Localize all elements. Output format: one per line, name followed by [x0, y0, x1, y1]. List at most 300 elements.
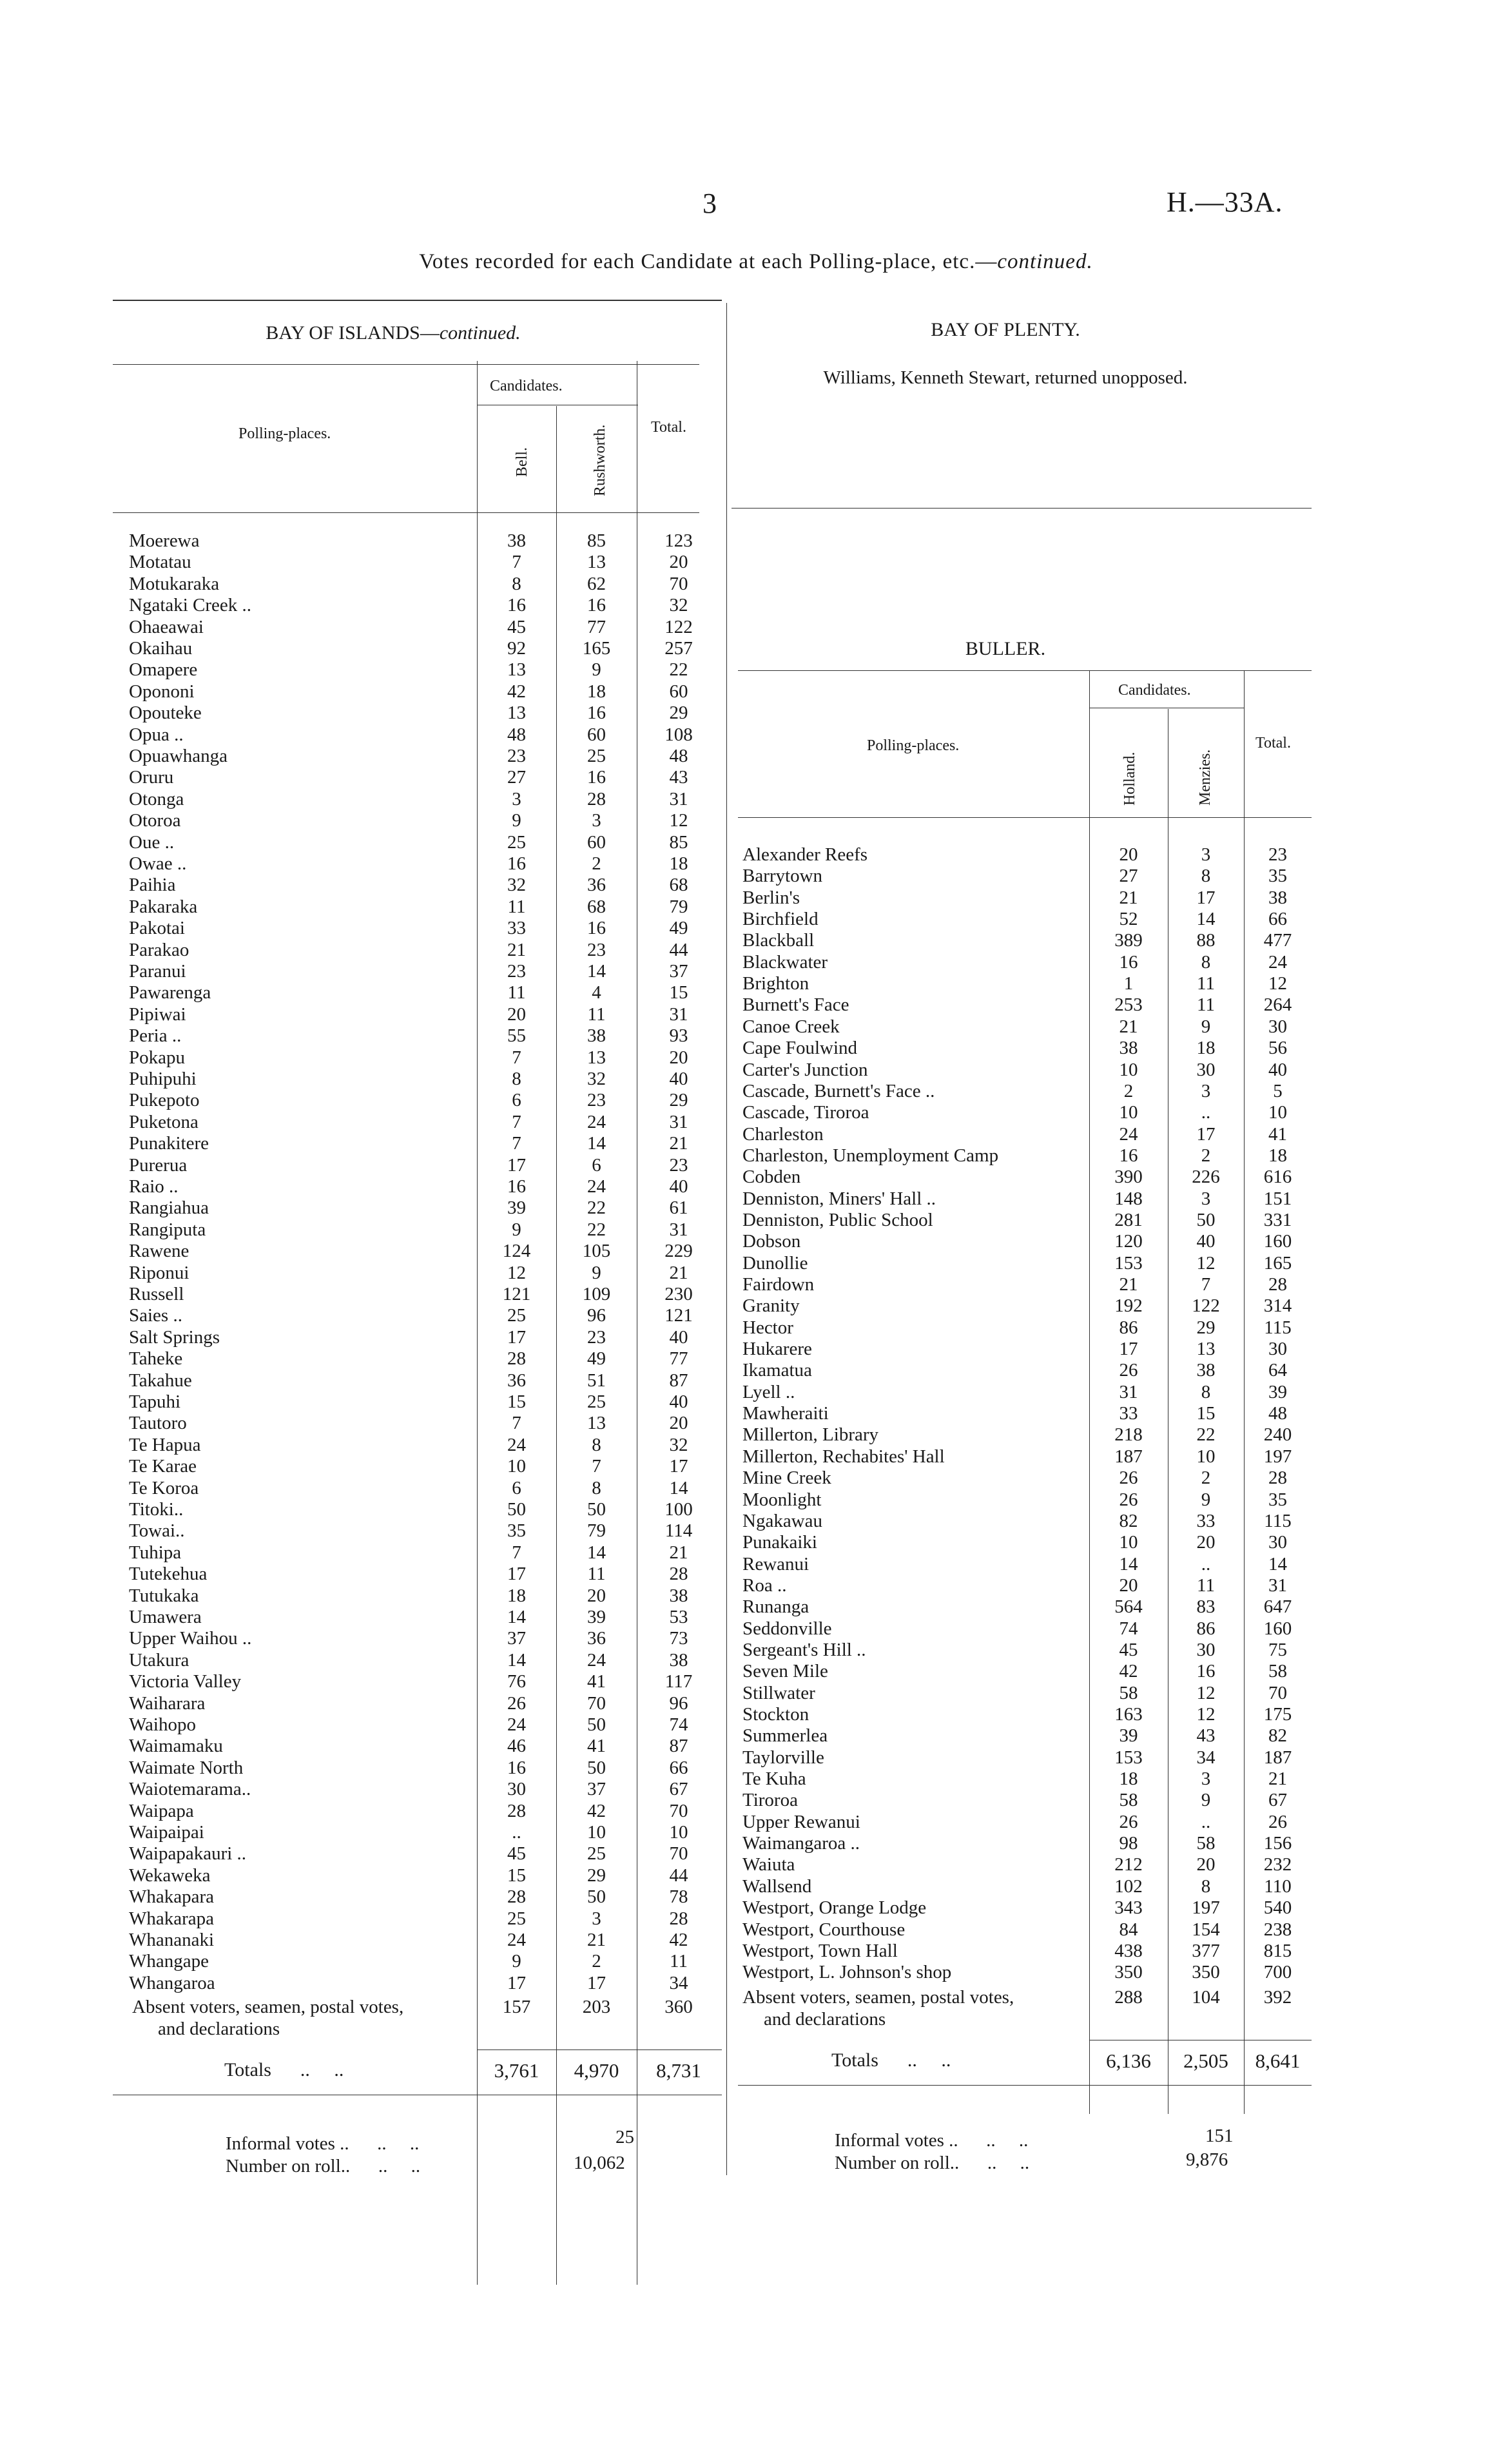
polling-place-name: Puhipuhi	[129, 1069, 197, 1089]
holland-votes: 27	[1119, 866, 1138, 887]
menzies-votes: 9	[1201, 1489, 1211, 1510]
menzies-votes: 30	[1196, 1639, 1216, 1660]
total-votes: 53	[669, 1607, 688, 1627]
table-row-values	[1089, 1060, 1312, 1081]
table-row-values	[1089, 909, 1312, 931]
polling-place-name: Purerua	[129, 1154, 188, 1176]
bell-votes: 39	[507, 1197, 526, 1219]
table-row-values	[1089, 1124, 1312, 1146]
rushworth-votes: 24	[587, 1111, 606, 1132]
table-row-values	[477, 574, 722, 596]
polling-places-label: Polling-places.	[238, 425, 331, 442]
table-row-values	[1089, 930, 1312, 952]
holland-votes: 98	[1119, 1833, 1138, 1854]
total-votes: 44	[669, 1865, 688, 1886]
total-votes: 21	[669, 1542, 688, 1563]
polling-place-name: Waiharara	[129, 1692, 206, 1714]
total-votes: 28	[1268, 1468, 1287, 1489]
polling-place-name: Cobden	[742, 1167, 801, 1188]
table-row-values	[1089, 1747, 1312, 1769]
rushworth-votes: 21	[587, 1930, 606, 1950]
total-votes: 229	[664, 1241, 693, 1262]
polling-place-name: Westport, Town Hall	[742, 1940, 898, 1961]
polling-place-name: Pakotai	[129, 918, 185, 939]
bell-votes: 17	[507, 1326, 526, 1348]
menzies-votes: 8	[1201, 1381, 1211, 1402]
table-row-values	[1089, 1446, 1312, 1468]
table-row-values	[1089, 1725, 1312, 1747]
polling-place-name: Punakitere	[129, 1133, 209, 1154]
total-votes: 68	[669, 875, 688, 896]
polling-place-name: Runanga	[742, 1596, 809, 1618]
total-votes: 108	[664, 724, 693, 745]
rushworth-votes: 22	[587, 1219, 606, 1240]
table-row-values	[1089, 1382, 1312, 1404]
rushworth-votes: 36	[587, 875, 606, 896]
bell-votes: 17	[507, 1564, 526, 1585]
total-votes: 121	[664, 1305, 693, 1326]
bell-votes: 8	[512, 1069, 521, 1089]
polling-place-name: Umawera	[129, 1607, 202, 1627]
rushworth-votes: 18	[587, 681, 606, 702]
total-votes: 87	[669, 1370, 688, 1391]
table-row-values	[1089, 887, 1312, 909]
total-votes: 40	[1268, 1059, 1287, 1080]
table-row-values	[477, 853, 722, 875]
table-row-values	[477, 703, 722, 724]
bell-votes: 30	[507, 1779, 526, 1800]
total-votes: 477	[1263, 930, 1292, 951]
rushworth-votes: 41	[587, 1671, 606, 1692]
polling-place-name: Charleston, Unemployment Camp	[742, 1145, 999, 1166]
table-row-values	[1089, 1102, 1312, 1124]
menzies-votes: ..	[1201, 1102, 1211, 1123]
polling-place-name: Ikamatua	[742, 1360, 812, 1381]
polling-place-name: Cape Foulwind	[742, 1038, 858, 1059]
total-votes: 49	[669, 918, 688, 939]
table-row-values	[1089, 1769, 1312, 1790]
heading-text: BAY OF ISLANDS—	[266, 322, 440, 344]
total-votes: 43	[669, 767, 688, 788]
total-votes: 20	[669, 552, 688, 573]
polling-place-name: Moerewa	[129, 530, 200, 551]
bell-votes: 20	[507, 1003, 526, 1025]
table-row-values	[1089, 952, 1312, 974]
polling-place-name: Westport, Orange Lodge	[742, 1897, 927, 1919]
polling-place-name: Pawarenga	[129, 982, 211, 1003]
holland-votes: 281	[1114, 1209, 1143, 1230]
polling-place-name: Dunollie	[742, 1252, 808, 1274]
total-votes: 30	[1268, 1016, 1287, 1037]
rule	[732, 508, 1312, 509]
holland-votes: 350	[1114, 1962, 1143, 1983]
polling-place-name: Te Koroa	[129, 1477, 199, 1498]
total-votes: 66	[669, 1757, 688, 1778]
table-row-values	[477, 746, 722, 768]
menzies-votes: 38	[1196, 1360, 1216, 1381]
totals-text: Totals	[831, 2050, 878, 2071]
polling-place-name: Birchfield	[742, 909, 819, 930]
table-row-values	[477, 1930, 722, 1952]
table-row-values	[1089, 973, 1312, 995]
totals-label: Totals .. ..	[224, 2059, 344, 2080]
menzies-votes: 9	[1201, 1016, 1211, 1037]
table-row-values	[477, 659, 722, 681]
absent-menzies: 104	[1192, 1987, 1220, 2008]
rushworth-votes: 70	[587, 1692, 606, 1714]
menzies-votes: 12	[1196, 1682, 1216, 1703]
polling-place-name: Burnett's Face	[742, 994, 849, 1016]
menzies-votes: 10	[1196, 1446, 1216, 1467]
table-row-values	[1089, 1317, 1312, 1339]
total-votes: 66	[1268, 909, 1287, 930]
polling-place-name: Parakao	[129, 939, 189, 960]
total-votes: 28	[669, 1564, 688, 1585]
table-row-values	[477, 1305, 722, 1327]
polling-place-name: Waimamaku	[129, 1736, 223, 1757]
rushworth-votes: 37	[587, 1779, 606, 1800]
total-votes: 232	[1263, 1854, 1292, 1875]
informal-votes-label: Informal votes .. .. ..	[226, 2133, 420, 2154]
polling-place-name: Wekaweka	[129, 1865, 211, 1886]
polling-place-name: Otoroa	[129, 810, 181, 831]
table-row-values	[477, 1822, 722, 1844]
total-votes: 60	[669, 681, 688, 702]
rushworth-votes: 28	[587, 788, 606, 809]
rushworth-votes: 22	[587, 1197, 606, 1219]
bell-votes: 9	[512, 1951, 521, 1972]
absent-label-2: and declarations	[764, 2009, 886, 2030]
polling-place-name: Waiotemarama..	[129, 1779, 251, 1800]
polling-place-name: Otonga	[129, 788, 184, 809]
totals-total: 8,641	[1255, 2050, 1301, 2072]
page-title-main: Votes recorded for each Candidate at each Polling-place, etc.—	[419, 250, 998, 273]
total-votes: 26	[1268, 1811, 1287, 1832]
menzies-votes: 8	[1201, 1875, 1211, 1897]
polling-place-name: Te Hapua	[129, 1434, 201, 1455]
polling-place-name: Opua ..	[129, 724, 184, 745]
total-votes: 73	[669, 1628, 688, 1649]
table-row-values	[1089, 1274, 1312, 1296]
menzies-votes: 50	[1196, 1209, 1216, 1230]
absent-values	[477, 1997, 703, 2019]
bell-votes: 124	[502, 1241, 531, 1262]
rushworth-votes: 9	[592, 659, 601, 681]
holland-votes: 187	[1114, 1446, 1143, 1467]
bell-votes: 32	[507, 875, 526, 896]
total-votes: 87	[669, 1736, 688, 1757]
informal-text: Informal votes ..	[226, 2133, 349, 2154]
total-votes: 122	[664, 616, 693, 637]
menzies-votes: 29	[1196, 1317, 1216, 1338]
polling-place-name: Seddonville	[742, 1618, 832, 1639]
polling-place-name: Stillwater	[742, 1682, 815, 1703]
table-row-values	[1089, 1812, 1312, 1834]
rushworth-votes: 36	[587, 1628, 606, 1649]
total-votes: 30	[1268, 1339, 1287, 1360]
table-row-values	[477, 1779, 722, 1801]
rushworth-votes: 8	[592, 1477, 601, 1498]
polling-place-name: Stockton	[742, 1704, 809, 1725]
rushworth-votes: 2	[592, 853, 601, 874]
rushworth-votes: 77	[587, 616, 606, 637]
bell-votes: 26	[507, 1692, 526, 1714]
polling-place-name: Charleston	[742, 1123, 824, 1145]
table-row-values	[477, 681, 722, 703]
bell-votes: 25	[507, 1305, 526, 1326]
holland-votes: 1	[1123, 973, 1134, 994]
polling-place-name: Paranui	[129, 961, 186, 982]
bell-votes: 7	[512, 552, 521, 573]
polling-places-label: Polling-places.	[867, 737, 960, 754]
total-votes: 5	[1273, 1080, 1283, 1101]
rushworth-votes: 50	[587, 1499, 606, 1520]
polling-place-name: Granity	[742, 1295, 800, 1317]
polling-place-name: Whakarapa	[129, 1908, 215, 1929]
menzies-votes: 197	[1192, 1897, 1220, 1919]
total-votes: 31	[669, 1003, 688, 1025]
polling-place-name: Millerton, Library	[742, 1424, 879, 1446]
table-row-values	[477, 1327, 722, 1349]
table-row-values	[477, 1693, 722, 1715]
polling-place-name: Waiuta	[742, 1854, 795, 1875]
polling-place-name: Punakaiki	[742, 1532, 817, 1553]
total-votes: 29	[669, 703, 688, 724]
total-votes: 37	[669, 961, 688, 982]
total-votes: 10	[669, 1822, 688, 1843]
total-votes: 28	[669, 1908, 688, 1929]
holland-votes: 212	[1114, 1854, 1143, 1875]
table-row-values	[1089, 1640, 1312, 1662]
rule	[738, 817, 1312, 818]
total-votes: 32	[669, 1434, 688, 1455]
table-row-values	[477, 1241, 722, 1263]
table-row-values	[1089, 1897, 1312, 1919]
holland-votes: 26	[1119, 1360, 1138, 1381]
roll-text: Number on roll..	[226, 2156, 351, 2176]
bell-votes: ..	[512, 1822, 521, 1843]
table-row-values	[1089, 1876, 1312, 1898]
menzies-votes: 12	[1196, 1252, 1216, 1274]
menzies-votes: 40	[1196, 1231, 1216, 1252]
polling-place-name: Carter's Junction	[742, 1059, 868, 1080]
polling-place-name: Summerlea	[742, 1725, 828, 1747]
table-row-values	[477, 1650, 722, 1672]
total-votes: 700	[1263, 1962, 1292, 1983]
totals-label: Totals .. ..	[831, 2050, 951, 2071]
bay-of-plenty-heading: BAY OF PLENTY.	[931, 319, 1080, 340]
polling-place-name: Tutekehua	[129, 1564, 208, 1585]
rushworth-votes: 51	[587, 1370, 606, 1391]
polling-place-name: Owae ..	[129, 853, 187, 874]
rule	[738, 670, 1312, 671]
polling-place-name: Barrytown	[742, 866, 823, 887]
holland-votes: 17	[1119, 1339, 1138, 1360]
menzies-votes: 20	[1196, 1532, 1216, 1553]
total-votes: 100	[664, 1499, 693, 1520]
page-number: 3	[703, 188, 717, 219]
holland-votes: 26	[1119, 1489, 1138, 1510]
bell-votes: 17	[507, 1154, 526, 1176]
absent-bell: 157	[502, 1997, 531, 2017]
table-row-values	[1089, 1618, 1312, 1640]
polling-place-name: Tuhipa	[129, 1542, 182, 1563]
polling-place-name: Te Kuha	[742, 1769, 806, 1790]
rushworth-votes: 11	[587, 1003, 606, 1025]
total-votes: 15	[669, 982, 688, 1003]
total-votes: 238	[1263, 1919, 1292, 1940]
table-row-values	[477, 1112, 722, 1134]
table-row-values	[477, 1370, 722, 1392]
total-votes: 115	[1264, 1510, 1292, 1531]
total-header: Total.	[651, 419, 686, 436]
bell-votes: 10	[507, 1456, 526, 1477]
total-votes: 42	[669, 1930, 688, 1950]
total-votes: 64	[1268, 1360, 1287, 1381]
total-votes: 31	[669, 788, 688, 809]
bell-votes: 18	[507, 1585, 526, 1606]
bell-votes: 38	[507, 530, 526, 551]
absent-label-1: Absent voters, seamen, postal votes,	[742, 1987, 1014, 2008]
rushworth-votes: 32	[587, 1069, 606, 1089]
total-votes: 14	[1268, 1553, 1287, 1575]
rushworth-votes: 42	[587, 1800, 606, 1821]
rushworth-votes: 49	[587, 1348, 606, 1370]
bell-votes: 13	[507, 703, 526, 724]
total-votes: 31	[669, 1111, 688, 1132]
holland-votes: 343	[1114, 1897, 1143, 1919]
polling-place-name: Hector	[742, 1317, 793, 1338]
table-row-values	[1089, 1790, 1312, 1812]
total-votes: 38	[669, 1649, 688, 1671]
total-votes: 22	[669, 659, 688, 681]
polling-place-name: Ohaeawai	[129, 616, 204, 637]
rushworth-votes: 109	[582, 1284, 611, 1304]
polling-place-name: Westport, Courthouse	[742, 1919, 906, 1940]
total-votes: 24	[1268, 951, 1287, 973]
table-row-values	[1089, 1360, 1312, 1382]
bell-votes: 11	[507, 982, 526, 1003]
menzies-votes: ..	[1201, 1811, 1211, 1832]
polling-place-name: Russell	[129, 1284, 184, 1304]
absent-holland: 288	[1114, 1987, 1143, 2008]
polling-place-name: Omapere	[129, 659, 198, 681]
total-header: Total.	[1255, 735, 1291, 751]
total-votes: 40	[669, 1326, 688, 1348]
menzies-votes: 88	[1196, 930, 1216, 951]
menzies-votes: 17	[1196, 1123, 1216, 1145]
holland-votes: 26	[1119, 1468, 1138, 1489]
polling-place-name: Raio ..	[129, 1176, 179, 1197]
polling-place-name: Roa ..	[742, 1575, 787, 1596]
holland-votes: 20	[1119, 1575, 1138, 1596]
polling-place-name: Tiroroa	[742, 1790, 798, 1811]
holland-votes: 192	[1114, 1295, 1143, 1317]
holland-votes: 218	[1114, 1424, 1143, 1446]
totals-holland: 6,136	[1106, 2050, 1151, 2072]
polling-place-name: Whakapara	[129, 1886, 215, 1908]
total-votes: 56	[1268, 1038, 1287, 1059]
polling-place-name: Denniston, Miners' Hall ..	[742, 1188, 936, 1209]
table-row-values	[1089, 1941, 1312, 1962]
rushworth-votes: 10	[587, 1822, 606, 1843]
table-row-values	[1089, 1167, 1312, 1188]
bell-votes: 24	[507, 1930, 526, 1950]
table-row-values	[477, 1133, 722, 1155]
bell-votes: 13	[507, 659, 526, 681]
rushworth-votes: 50	[587, 1714, 606, 1735]
bell-votes: 24	[507, 1434, 526, 1455]
holland-votes: 31	[1119, 1381, 1138, 1402]
total-votes: 165	[1263, 1252, 1292, 1274]
table-row-values	[477, 724, 722, 746]
total-votes: 647	[1263, 1596, 1292, 1618]
total-votes: 96	[669, 1692, 688, 1714]
rushworth-votes: 25	[587, 746, 606, 766]
number-on-roll-label: Number on roll.. .. ..	[226, 2156, 421, 2176]
menzies-votes: 18	[1196, 1038, 1216, 1059]
rushworth-votes: 60	[587, 831, 606, 853]
menzies-votes: 83	[1196, 1596, 1216, 1618]
table-row-values	[1089, 1962, 1312, 1984]
total-votes: 160	[1263, 1231, 1292, 1252]
table-row-values	[477, 789, 722, 811]
menzies-votes: 3	[1201, 844, 1211, 865]
bell-votes: 9	[512, 1219, 521, 1240]
top-rule	[113, 300, 722, 301]
rule	[113, 512, 699, 513]
holland-votes: 58	[1119, 1790, 1138, 1811]
menzies-votes: 226	[1192, 1167, 1220, 1188]
polling-place-name: Opouteke	[129, 703, 202, 724]
rushworth-votes: 16	[587, 595, 606, 616]
table-row-values	[477, 1197, 722, 1219]
candidate-bell-header: Bell.	[514, 447, 530, 477]
totals-bell: 3,761	[494, 2059, 539, 2082]
polling-place-name: Dobson	[742, 1231, 801, 1252]
bell-votes: 42	[507, 681, 526, 702]
rushworth-votes: 23	[587, 939, 606, 960]
bell-votes: 7	[512, 1133, 521, 1154]
rushworth-votes: 7	[592, 1456, 601, 1477]
bell-votes: 16	[507, 853, 526, 874]
menzies-votes: 154	[1192, 1919, 1220, 1940]
polling-place-name: Pipiwai	[129, 1003, 186, 1025]
rushworth-votes: 96	[587, 1305, 606, 1326]
holland-votes: 24	[1119, 1123, 1138, 1145]
menzies-votes: 43	[1196, 1725, 1216, 1747]
polling-place-name: Saies ..	[129, 1305, 182, 1326]
table-row-values	[1089, 1145, 1312, 1167]
bell-votes: 11	[507, 896, 526, 917]
bell-votes: 7	[512, 1111, 521, 1132]
table-row-values	[1089, 1038, 1312, 1060]
table-row-values	[477, 832, 722, 854]
bell-votes: 24	[507, 1714, 526, 1735]
holland-votes: 39	[1119, 1725, 1138, 1747]
rushworth-votes: 13	[587, 1047, 606, 1068]
menzies-votes: 20	[1196, 1854, 1216, 1875]
polling-place-name: Pukepoto	[129, 1090, 200, 1111]
table-row-values	[1089, 1833, 1312, 1855]
rushworth-votes: 16	[587, 703, 606, 724]
rushworth-votes: 68	[587, 896, 606, 917]
total-votes: 12	[1268, 973, 1287, 994]
table-row-values	[477, 1886, 722, 1908]
total-votes: 74	[669, 1714, 688, 1735]
polling-place-name: Sergeant's Hill ..	[742, 1639, 866, 1660]
total-votes: 58	[1268, 1661, 1287, 1682]
